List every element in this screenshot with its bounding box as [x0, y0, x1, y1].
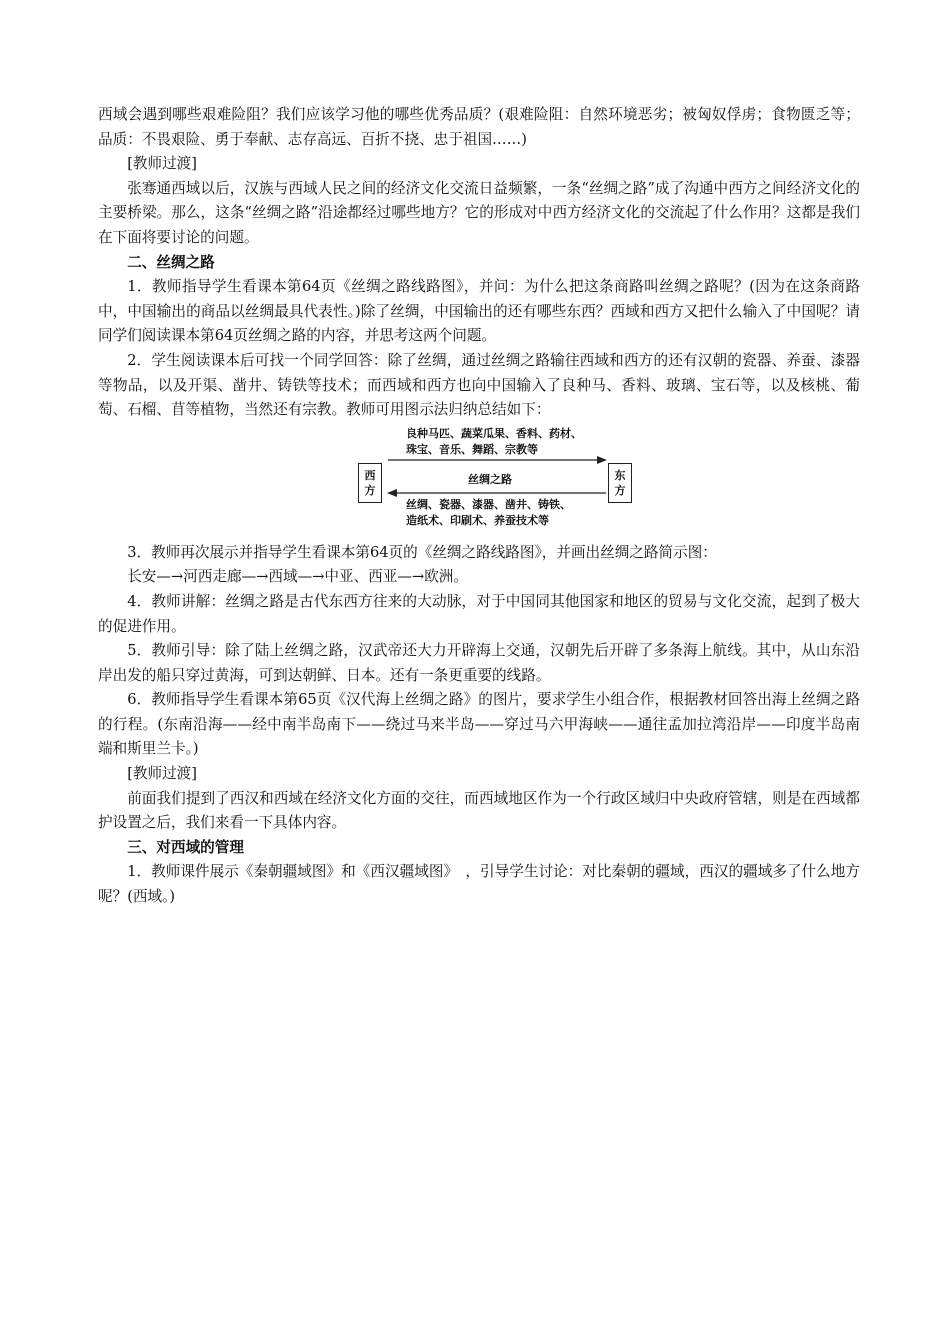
paragraph-step-3: 3．教师再次展示并指导学生看课本第64页的《丝绸之路线路图》，并画出丝绸之路简示图：: [127, 543, 717, 561]
imports-line-2: 珠宝、音乐、舞蹈、宗教等: [406, 442, 538, 456]
section-heading-silk-road: 二、丝绸之路: [127, 253, 215, 271]
arrowhead-west-icon: [387, 489, 397, 497]
paragraph-protectorate: 前面我们提到了西汉和西域在经济文化方面的交往，而西域地区作为一个行政区域归中央政府管辖，则是在西域都护设置之后，我们来看一下具体内容。: [98, 789, 860, 832]
diagram-arrows: [98, 423, 860, 541]
arrowhead-east-icon: [597, 456, 607, 464]
exports-line-2: 造纸术、印刷术、养蚕技术等: [406, 513, 549, 527]
east-box: 东 方: [608, 463, 632, 503]
paragraph-step-4: 4．教师讲解：丝绸之路是古代东西方往来的大动脉，对于中国同其他国家和地区的贸易与文化交流，起到了极大的促进作用。: [98, 592, 860, 635]
imports-line-1: 良种马匹、蔬菜瓜果、香料、药材、: [406, 426, 582, 440]
silk-road-exchange-diagram: [98, 423, 860, 541]
route-sketch: 长安—→河西走廊—→西域—→中亚、西亚—→欧洲。: [127, 568, 468, 586]
teacher-transition-2: [教师过渡]: [127, 765, 197, 783]
paragraph-step-1: 1．教师指导学生看课本第64页《丝绸之路线路图》，并问：为什么把这条商路叫丝绸之路呢？(因为在这条商路中，中国输出的商品以丝绸最具代表性。)除了丝绸，中国输出的还有哪些东西？西域和西方又把什么输入了中国呢？请同学们阅读课本第64页丝绸之路的内容，并思考这两个问题。: [98, 278, 860, 345]
paragraph-territory-maps: 1．教师课件展示《秦朝疆域图》和《西汉疆域图》 ，引导学生讨论：对比秦朝的疆域，西汉的疆域多了什么地方呢？(西域。): [98, 863, 860, 906]
teacher-transition-1: [教师过渡]: [127, 155, 197, 173]
paragraph-silk-road-intro: 张骞通西域以后，汉族与西域人民之间的经济文化交流日益频繁，一条“丝绸之路”成了沟通中西方之间经济文化的主要桥梁。那么，这条“丝绸之路”沿途都经过哪些地方？它的形成对中西方经济文化的交流起了什么作用？这都是我们在下面将要讨论的问题。: [98, 179, 860, 246]
section-heading-western-regions: 三、对西域的管理: [127, 838, 244, 856]
exports-line-1: 丝绸、瓷器、漆器、凿井、铸铁、: [406, 497, 571, 511]
paragraph-step-2: 2．学生阅读课本后可找一个同学回答：除了丝绸，通过丝绸之路输往西域和西方的还有汉朝的瓷器、养蚕、漆器等物品，以及开渠、凿井、铸铁等技术；而西域和西方也向中国输入了良种马、香料、玻璃、宝石等，以及核桃、葡萄、石榴、苜等植物，当然还有宗教。教师可用图示法归纳总结如下：: [98, 351, 860, 419]
document-page: [98, 103, 860, 910]
paragraph-hardships: 西域会遇到哪些艰难险阻？我们应该学习他的哪些优秀品质？(艰难险阻：自然环境恶劣；被匈奴俘虏；食物匮乏等；品质：不畏艰险、勇于奉献、志存高远、百折不挠、忠于祖国……): [98, 106, 860, 148]
west-box: 西 方: [358, 463, 382, 503]
silk-road-label: 丝绸之路: [468, 472, 512, 486]
paragraph-step-6: 6．教师指导学生看课本第65页《汉代海上丝绸之路》的图片，要求学生小组合作，根据教材回答出海上丝绸之路的行程。(东南沿海——经中南半岛南下——绕过马来半岛——穿过马六甲海峡——通往孟加拉湾沿岸——印度半岛南端和斯里兰卡。): [98, 691, 860, 758]
paragraph-step-5: 5．教师引导：除了陆上丝绸之路，汉武帝还大力开辟海上交通，汉朝先后开辟了多条海上航线。其中，从山东沿岸出发的船只穿过黄海，可到达朝鲜、日本。还有一条更重要的线路。: [98, 642, 860, 684]
